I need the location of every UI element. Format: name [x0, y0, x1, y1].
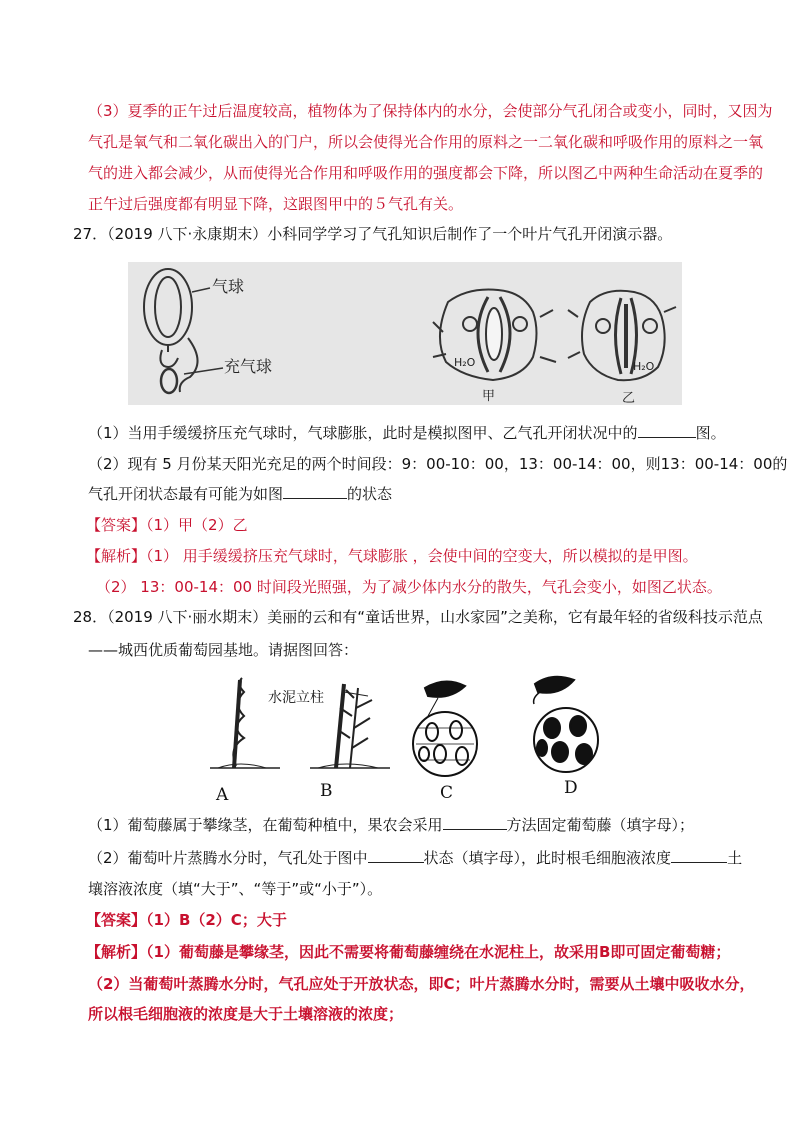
q27-stem: 27．（2019 八下·永康期末）小科同学学习了气孔知识后制作了一个叶片气孔开闭演示器。 — [73, 225, 673, 243]
label-a: A — [216, 785, 229, 805]
q28-sub2-blank-1[interactable] — [368, 848, 424, 863]
q28-sub2-line2: 壤溶液浓度（填“大于”、“等于”或“小于”）。 — [88, 880, 383, 898]
q27-explain-2: （2） 13：00-14：00 时间段光照强，为了减少体内水分的散失，气孔会变小，如图乙状态。 — [96, 578, 722, 596]
pillar-pointer — [344, 692, 368, 696]
pump-label: 充气球 — [224, 357, 273, 376]
q26-explain-line-2: 气孔是氧气和二氧化碳出入的门户，所以会使得光合作用的原料之一二氧化碳和呼吸作用的原料之一氧 — [88, 133, 764, 151]
q26-explain-line-4: 正午过后强度都有明显下降，这跟图甲中的５气孔有关。 — [88, 195, 464, 213]
stoma-open-jia — [433, 290, 556, 381]
q28-sub1 — [88, 815, 718, 835]
q28-sub1-blank[interactable] — [443, 815, 507, 830]
q27-sub1-end: 图。 — [695, 424, 726, 442]
stomata-demo-diagram — [128, 262, 682, 405]
q28-sub2-text-b: 状态（填字母），此时根毛细胞液浓度 — [423, 849, 672, 867]
q26-explain-line-3: 气的进入都会减少，从而使得光合作用和呼吸作用的强度都会下降，所以图乙中两种生命活动在夏季的 — [88, 164, 764, 182]
q27-answer: 【答案】（1）甲（2）乙 — [86, 516, 248, 534]
q27-figure — [128, 262, 682, 405]
q28-answer: 【答案】（1）B（2）C；大于 — [86, 911, 287, 929]
q27-explain-1: 【解析】（1） 用手缓缓挤压充气球时，气球膨胀 ，会使中间的空变大，所以模拟的是甲图。 — [86, 547, 698, 565]
q27-sub2-line1: （2）现有 5 月份某天阳光充足的两个时间段：9：00-10：00，13：00-14：00，则13：00-14：00的 — [88, 455, 788, 473]
stomata-circle-c — [413, 681, 477, 776]
label-b: B — [320, 781, 333, 801]
stoma-closed-yi — [568, 291, 676, 380]
label-d: D — [564, 778, 578, 798]
label-c: C — [440, 783, 454, 803]
q27-sub2-end: 的状态 — [347, 485, 393, 503]
grape-diagram — [200, 668, 610, 806]
q27-sub1-text: （1）当用手缓缓挤压充气球时，气球膨胀，此时是模拟图甲、乙气孔开闭状况中的 — [88, 424, 638, 442]
q28-sub2-text-a: （2）葡萄叶片蒸腾水分时，气孔处于图中 — [88, 849, 368, 867]
h2o-label-1: H₂O — [454, 356, 476, 369]
q28-explain-2: （2）当葡萄叶蒸腾水分时，气孔应处于开放状态，即C；叶片蒸腾水分时，需要从土壤中吸收水分， — [88, 975, 755, 993]
jia-label: 甲 — [482, 389, 496, 404]
yi-label: 乙 — [622, 391, 636, 405]
q28-sub2-text-c: 土 — [727, 849, 743, 867]
q28-stem-line2: ——城西优质葡萄园基地。请据图回答： — [88, 641, 359, 659]
stomata-circle-d — [534, 677, 598, 772]
q28-sub1-end: 方法固定葡萄藤（填字母）； — [506, 816, 695, 834]
q28-stem-line1: 28．（2019 八下·丽水期末）美丽的云和有“童话世界，山水家园”之美称，它有最年轻的省级科技示范点 — [73, 608, 763, 626]
pillar-label: 水泥立柱 — [268, 690, 324, 706]
q28-figure — [200, 668, 610, 806]
h2o-label-2: H₂O — [633, 360, 655, 373]
q27-sub2-line2 — [88, 484, 718, 504]
q28-sub2-blank-2[interactable] — [671, 848, 727, 863]
q27-sub2-text: 气孔开闭状态最有可能为如图 — [88, 485, 284, 503]
q27-sub1 — [88, 423, 726, 443]
q28-explain-3: 所以根毛细胞液的浓度是大于土壤溶液的浓度； — [88, 1005, 404, 1023]
q26-explain-line-1: （3）夏季的正午过后温度较高，植物体为了保持体内的水分，会使部分气孔闭合或变小，同时，又因为 — [88, 102, 773, 120]
q27-sub1-blank[interactable] — [638, 423, 696, 438]
q27-sub2-blank[interactable] — [283, 484, 347, 499]
balloon-label: 气球 — [212, 277, 245, 296]
q28-sub2-line1 — [88, 848, 743, 868]
q28-explain-1: 【解析】（1）葡萄藤是攀缘茎，因此不需要将葡萄藤缠绕在水泥柱上，故采用B即可固定葡萄糖； — [86, 943, 731, 961]
q28-sub1-text: （1）葡萄藤属于攀缘茎，在葡萄种植中，果农会采用 — [88, 816, 443, 834]
